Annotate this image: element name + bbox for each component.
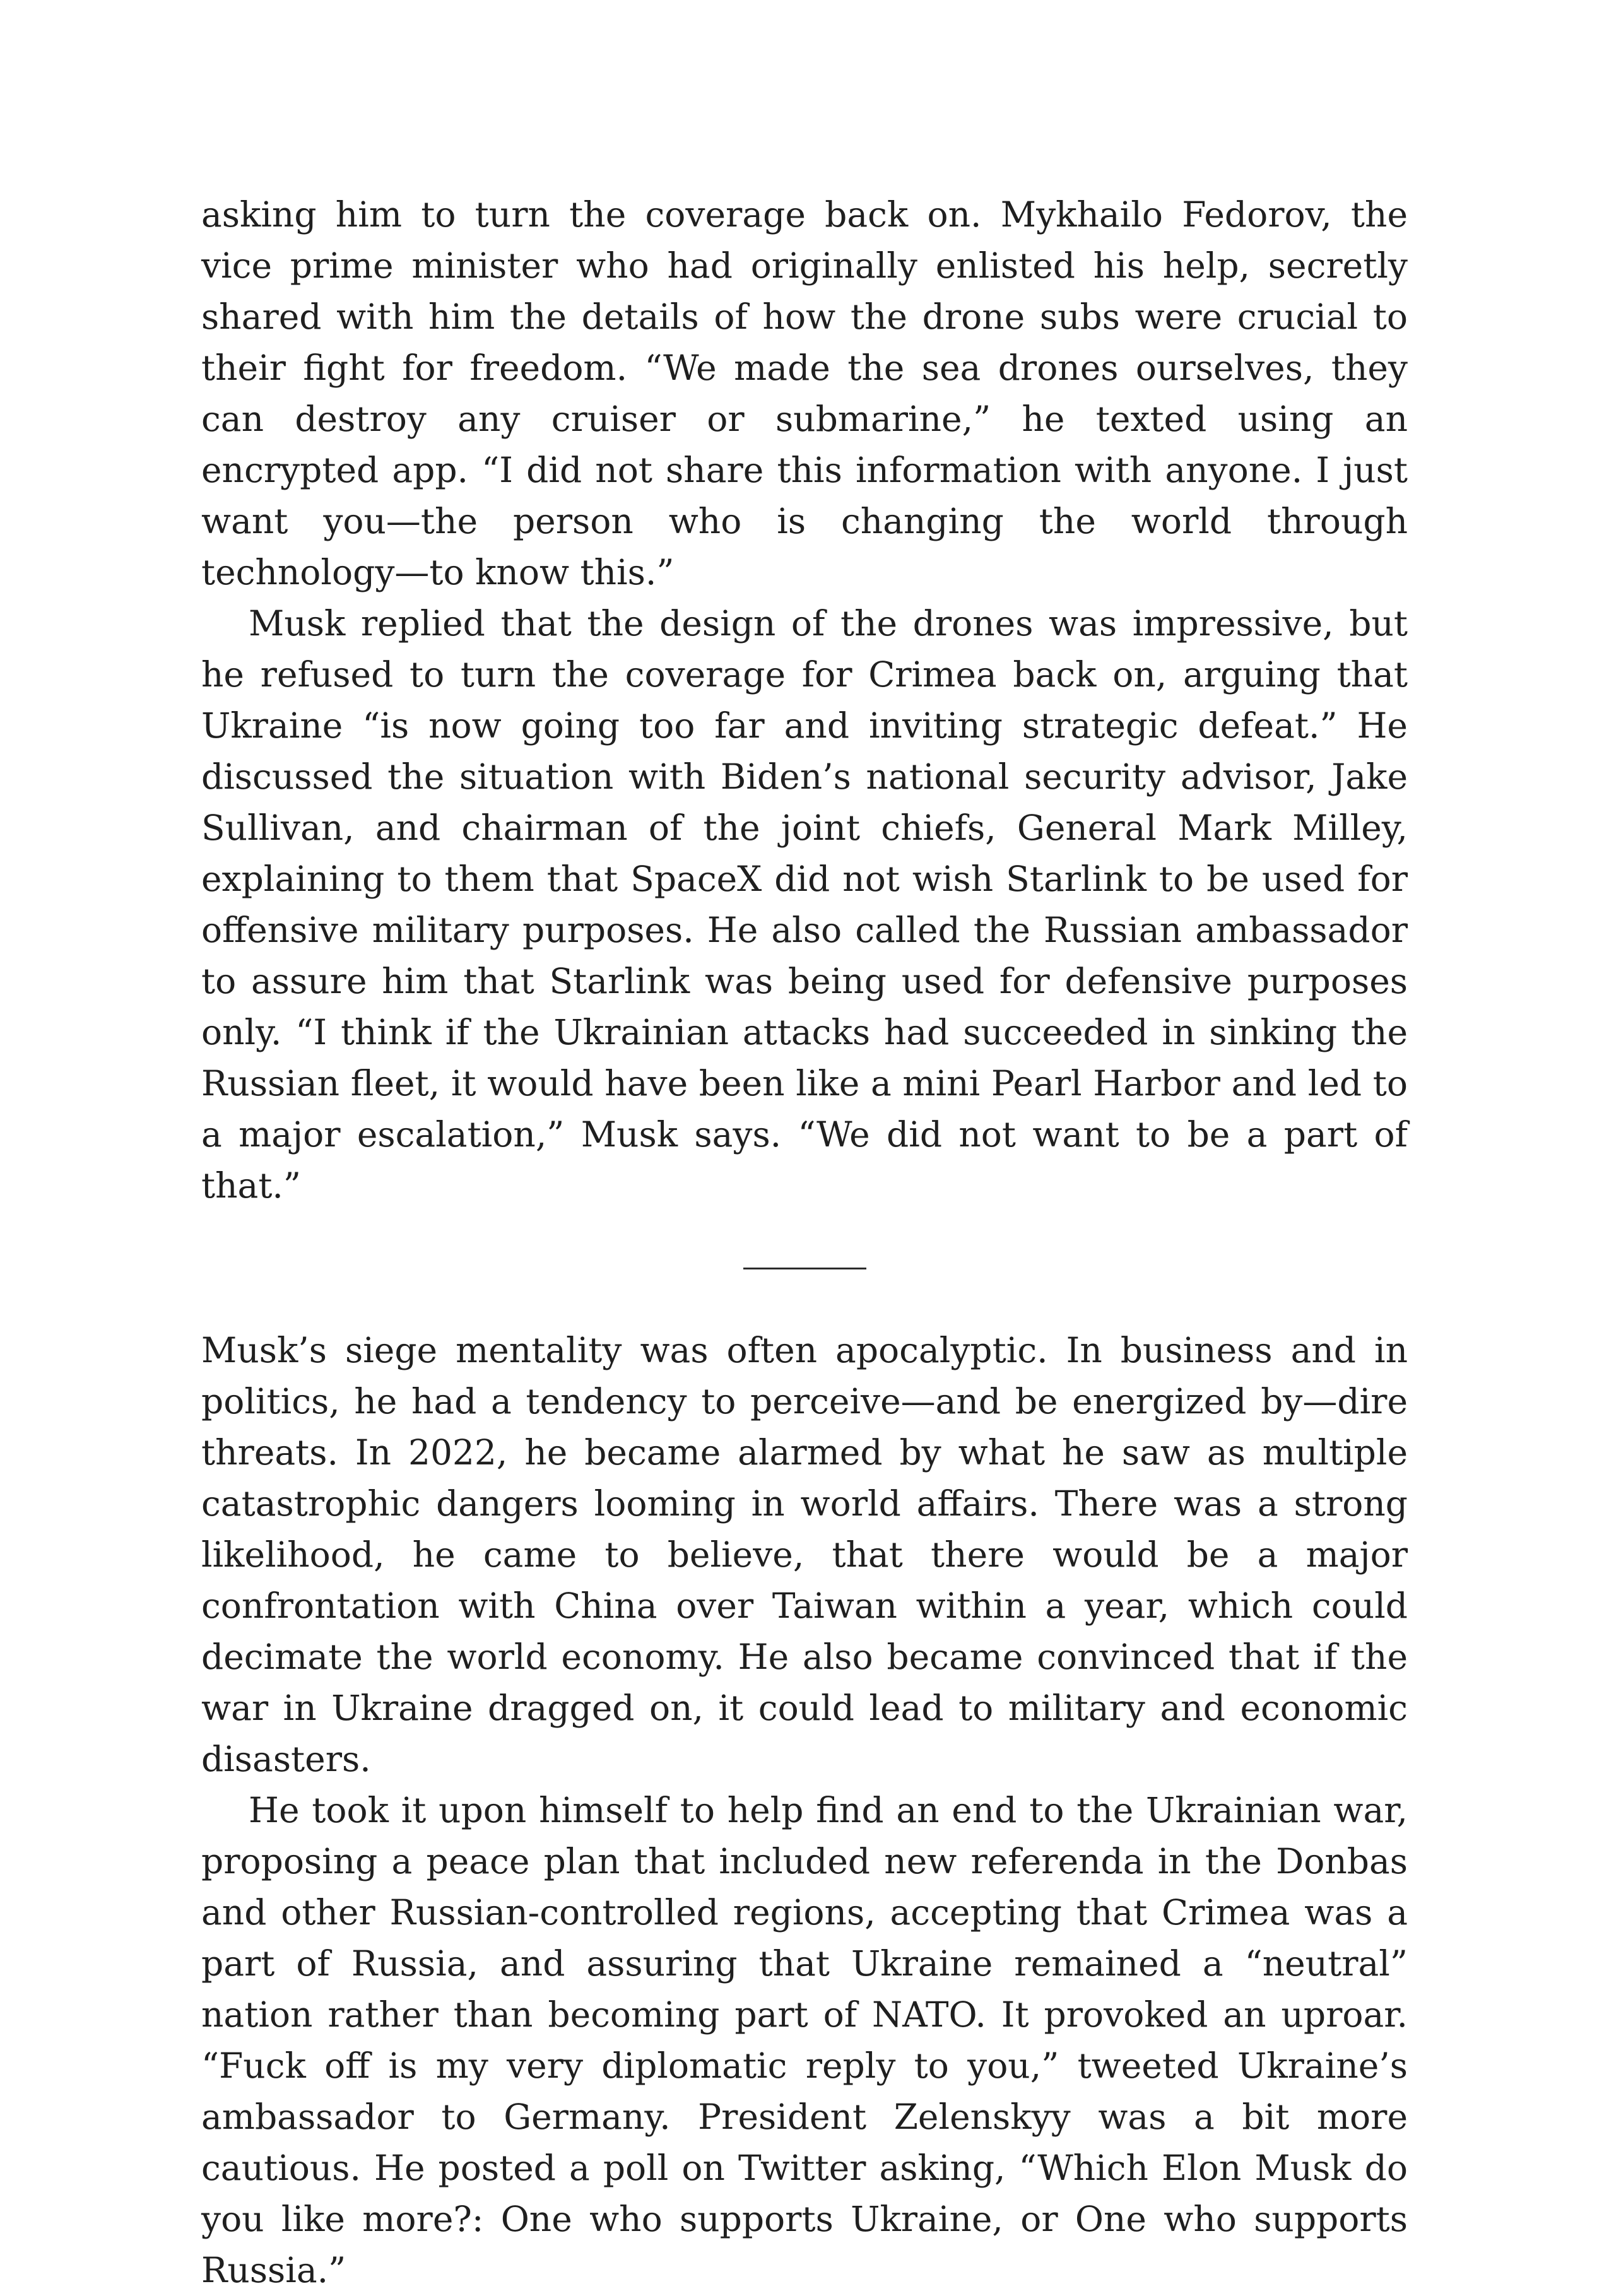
- paragraph: asking him to turn the coverage back on. Mykhailo Fedorov, the vice prime minister who had originally enlisted his help, secretly shared with him the details of how the drone subs were crucial to their fight for freedom. “We made the sea drones ourselves, they can destroy any cruiser or submarine,” he texted using an encrypted app. “I did not share this information with anyone. I just want you—the person who is changing the world through technology—to know this.”: [201, 194, 1408, 592]
- paragraph: Musk’s siege mentality was often apocalyptic. In business and in politics, he had a tendency to perceive—and be energized by—dire threats. In 2022, he became alarmed by what he saw as multiple catastrophic dangers looming in world affairs. There was a strong likelihood, he came to believe, that there would be a major confrontation with China over Taiwan within a year, which could decimate the world economy. He also became convinced that if the war in Ukraine dragged on, it could lead to military and economic disasters.: [201, 1330, 1408, 1779]
- section-break: [201, 1211, 1408, 1325]
- section-break-rule: [743, 1268, 866, 1269]
- paragraph: Musk replied that the design of the drones was impressive, but he refused to turn the coverage for Crimea back on, arguing that Ukraine “is now going too far and inviting strategic defeat.” He discussed the situation with Biden’s national security advisor, Jake Sullivan, and chairman of the joint chiefs, General Mark Milley, explaining to them that SpaceX did not wish Starlink to be used for offensive military purposes. He also called the Russian ambassador to assure him that Starlink was being used for defensive purposes only. “I think if the Ukrainian attacks had succeeded in sinking the Russian fleet, it would have been like a mini Pearl Harbor and led to a major escalation,” Musk says. “We did not want to be a part of that.”: [201, 603, 1408, 1206]
- paragraph: He took it upon himself to help find an end to the Ukrainian war, proposing a peace plan that included new referenda in the Donbas and other Russian-controlled regions, accepting that Crimea was a part of Russia, and assuring that Ukraine remained a “neutral” nation rather than becoming part of NATO. It provoked an uproar. “Fuck off is my very diplomatic reply to you,” tweeted Ukraine’s ambassador to Germany. President Zelenskyy was a bit more cautious. He posted a poll on Twitter asking, “Which Elon Musk do you like more?: One who supports Ukraine, or One who supports Russia.”: [201, 1790, 1408, 2290]
- book-page: [201, 189, 1408, 2296]
